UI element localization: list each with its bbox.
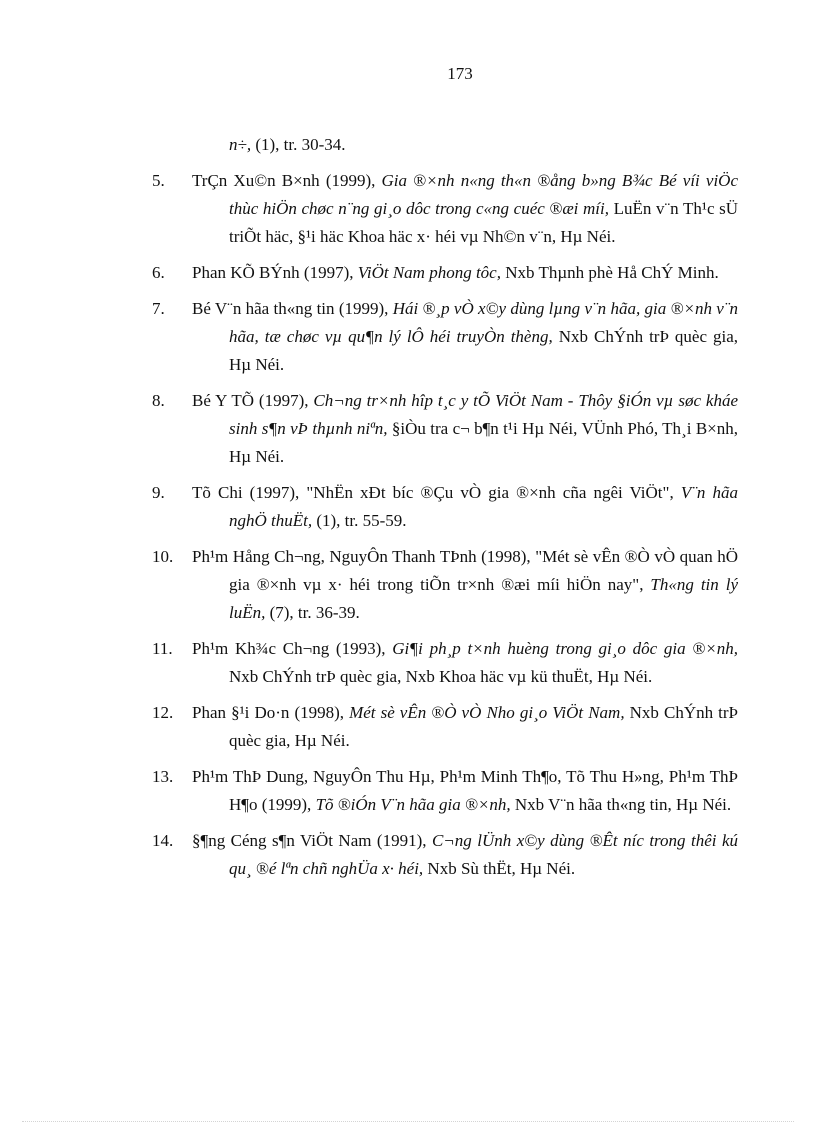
reference-number: 5. [152, 171, 165, 190]
reference-title: ViÖt Nam phong tôc, [357, 263, 501, 282]
reference-number: 10. [152, 547, 174, 566]
footer-divider [22, 1121, 794, 1122]
reference-item [152, 295, 738, 379]
reference-text: Nxb V¨n hãa th«ng tin, Hµ Néi. [510, 795, 732, 814]
reference-continuation [152, 131, 738, 159]
reference-item [152, 259, 738, 287]
reference-title: Gi¶i ph¸p t×nh huèng trong gi¸o dôc gia ®×nh, [392, 639, 738, 658]
reference-text: Bé Y TÕ (1997), [192, 391, 314, 410]
reference-item [152, 827, 738, 883]
reference-text: (1), tr. 30-34. [251, 135, 346, 154]
reference-text: Bé V¨n hãa th«ng tin (1999), [192, 299, 393, 318]
reference-item [152, 479, 738, 535]
reference-text: Ph¹m Hång Ch¬ng, NguyÔn Thanh TÞnh (1998), "Mét sè vÊn ®Ò vÒ quan hÖ gia ®×nh vµ x· héi trong tiÕn tr×nh ®æi míi hiÖn nay", [192, 547, 738, 594]
reference-item [152, 635, 738, 691]
reference-text: LuËn v¨n Th¹c sÜ triÕt häc, §¹i häc Khoa häc x· héi vµ Nh©n v¨n, Hµ Néi. [229, 199, 738, 246]
reference-number: 13. [152, 767, 174, 786]
reference-text: Phan KÕ BÝnh (1997), [192, 263, 358, 282]
reference-title: Ch¬ng tr×nh hîp t¸c y tÕ ViÖt Nam - Thôy §iÓn vµ søc kháe sinh s¶n vÞ thµnh niªn, [229, 391, 738, 438]
reference-text: Nxb Sù thËt, Hµ Néi. [423, 859, 576, 878]
reference-number: 12. [152, 703, 174, 722]
reference-text: Ph¹m ThÞ Dung, NguyÔn Thu Hµ, Ph¹m Minh Th¶o, Tõ Thu H»ng, Ph¹m ThÞ H¶o (1999), [192, 767, 738, 814]
reference-number: 14. [152, 831, 174, 850]
reference-title: Tõ ®iÓn V¨n hãa gia ®×nh, [315, 795, 511, 814]
reference-title: Mét sè vÊn ®Ò vÒ Nho gi¸o ViÖt Nam, [349, 703, 625, 722]
reference-number: 11. [152, 639, 173, 658]
reference-number: 7. [152, 299, 165, 318]
reference-item [152, 543, 738, 627]
page-number: 173 [447, 64, 473, 83]
reference-number: 8. [152, 391, 165, 410]
reference-text: §¶ng Céng s¶n ViÖt Nam (1991), [192, 831, 432, 850]
reference-number: 9. [152, 483, 165, 502]
reference-text: Tõ Chi (1997), "NhËn xÐt bíc ®Çu vÒ gia ®×nh cña ngêi ViÖt", [192, 483, 681, 502]
reference-text: (7), tr. 36-39. [265, 603, 360, 622]
reference-text: Ph¹m Kh¾c Ch¬ng (1993), [192, 639, 393, 658]
reference-text: §iÒu tra c¬ b¶n t¹i Hµ Néi, VÜnh Phó, Th¸i B×nh, Hµ Néi. [229, 419, 738, 466]
reference-text: TrÇn Xu©n B×nh (1999), [192, 171, 382, 190]
reference-text: Nxb ChÝnh trÞ quèc gia, Nxb Khoa häc vµ kü thuËt, Hµ Néi. [229, 667, 653, 686]
reference-title: Gia ®×nh n«ng th«n ®ång b»ng B¾c Bé víi viÖc thùc hiÖn chøc n¨ng gi¸o dôc trong c«ng cuéc ®æi míi, [229, 171, 738, 218]
reference-item [152, 763, 738, 819]
reference-title: V¨n hãa nghÖ thuËt, [229, 483, 738, 530]
reference-text: Nxb ChÝnh trÞ quèc gia, Hµ Néi. [229, 703, 738, 750]
reference-text: Phan §¹i Do·n (1998), [192, 703, 350, 722]
reference-item [152, 167, 738, 251]
reference-text: Nxb ChÝnh trÞ quèc gia, Hµ Néi. [229, 327, 739, 374]
reference-list [152, 131, 738, 891]
reference-item [152, 699, 738, 755]
reference-text: Nxb Thµnh phè Hå ChÝ Minh. [500, 263, 719, 282]
reference-title: C¬ng lÜnh x©y dùng ®Êt níc trong thêi kú qu¸ ®é lªn chñ nghÜa x· héi, [229, 831, 739, 878]
reference-item [152, 387, 738, 471]
reference-title: Th«ng tin lý luËn, [229, 575, 738, 622]
reference-title: n÷, [229, 135, 252, 154]
reference-title: Hái ®¸p vÒ x©y dùng lµng v¨n hãa, gia ®×nh v¨n hãa, tæ chøc vµ qu¶n lý lÔ héi truyÒn thèng, [229, 299, 738, 346]
reference-number: 6. [152, 263, 165, 282]
reference-text: (1), tr. 55-59. [312, 511, 407, 530]
